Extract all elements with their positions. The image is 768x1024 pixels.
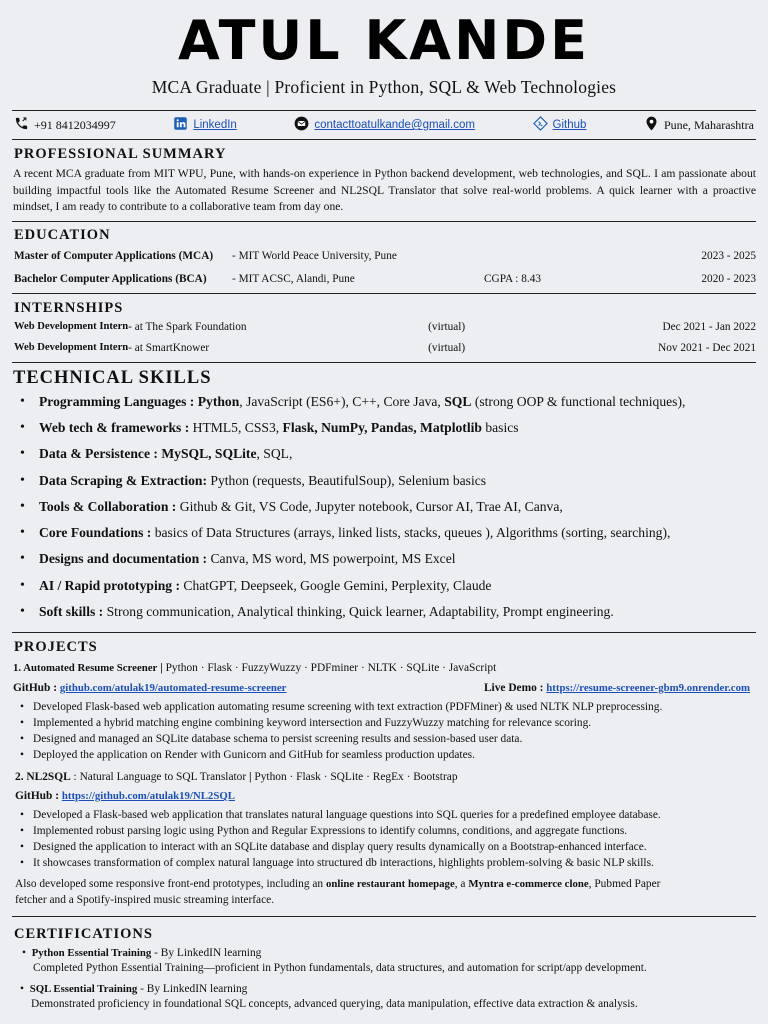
certifications-title: CERTIFICATIONS (14, 926, 153, 942)
dates: 2023 - 2025 (701, 250, 756, 262)
other-projects-line1: Also developed some responsive front-end prototypes, including an online restaurant homepage, a Myntra e-commerce clone, Pubmed Paper (15, 878, 661, 890)
skill-label: Data Scraping & Extraction: (39, 473, 211, 488)
contact-email[interactable] (294, 116, 475, 135)
education-title: EDUCATION (14, 227, 111, 243)
project-desc: : Natural Language to SQL Translator (70, 771, 250, 783)
separator: | (249, 771, 255, 783)
skill-bold: SQL (444, 394, 472, 409)
email-icon (294, 116, 309, 135)
role: Web Development Intern (14, 342, 129, 353)
dates: Dec 2021 - Jan 2022 (662, 321, 756, 333)
project-stack: Python · Flask · SQLite · RegEx · Bootstrap (254, 771, 458, 783)
cert-description: Demonstrated proficiency in foundational SQL concepts, advanced querying, data manipulation, effective data extraction & analysis. (31, 998, 638, 1010)
contact-bar (12, 110, 756, 140)
certification-item (22, 947, 261, 959)
school: - MIT ACSC, Alandi, Pune (232, 273, 355, 285)
skill-text: , SQL, (256, 446, 293, 461)
skill-text: basics (481, 420, 519, 435)
location-text: Pune, Maharashtra (663, 117, 754, 132)
divider (12, 293, 756, 294)
bullet: • (22, 947, 32, 959)
separator: | (157, 662, 166, 674)
divider (12, 362, 756, 363)
contact-phone[interactable] (14, 116, 116, 135)
cert-description: Completed Python Essential Training—proficient in Python fundamentals, data structures, and automation for script/app development. (33, 962, 647, 974)
skill-label: Web tech & frameworks : (39, 420, 193, 435)
project-1-header (13, 662, 496, 674)
project-1-demo (484, 682, 750, 694)
live-demo-link[interactable]: https://resume-screener-gbm9.onrender.com (546, 682, 750, 694)
school: - MIT World Peace University, Pune (232, 250, 397, 262)
skill-text: HTML5, CSS3, (192, 420, 283, 435)
cert-issuer: - By LinkedIN learning (137, 983, 248, 995)
education-extra: CGPA : 8.43 (484, 273, 542, 285)
github-link[interactable]: Github (552, 119, 587, 131)
cert-name: SQL Essential Training (29, 983, 138, 995)
skill-text: Canva, MS word, MS powerpoint, MS Excel (210, 551, 456, 566)
other-projects-line2: fetcher and a Spotify-inspired music streaming interface. (15, 894, 275, 906)
skill-label: Data & Persistence : (39, 446, 162, 461)
skill-bold: MySQL, SQLite (161, 446, 257, 461)
divider (12, 632, 756, 633)
skill-text: , JavaScript (ES6+), C++, Core Java, (239, 394, 445, 409)
skill-text: Github & Git, VS Code, Jupyter notebook, Cursor AI, Trae AI, Canva, (179, 499, 563, 514)
phone-number: +91 8412034997 (34, 117, 116, 132)
skill-bold: Flask, NumPy, Pandas, Matplotlib (282, 420, 482, 435)
demo-label: Live Demo : (483, 682, 547, 694)
divider (12, 916, 756, 917)
tagline: MCA Graduate | Proficient in Python, SQL & Web Technologies (151, 77, 617, 97)
work-mode: (virtual) (428, 342, 466, 354)
skills-title: TECHNICAL SKILLS (13, 368, 212, 388)
project-github-link[interactable]: github.com/atulak19/automated-resume-screener (59, 682, 287, 694)
organization: - at The Spark Foundation (128, 321, 247, 333)
divider (12, 221, 756, 222)
linkedin-link[interactable]: LinkedIn (193, 119, 237, 131)
phone-icon (14, 116, 29, 135)
candidate-name: ATUL KANDE (177, 9, 591, 72)
organization: - at SmartKnower (128, 342, 210, 354)
internship-row (14, 342, 756, 354)
contact-location (644, 116, 754, 135)
contact-linkedin[interactable] (173, 116, 236, 135)
skill-label: Soft skills : (39, 604, 107, 619)
skill-text: Strong communication, Analytical thinking, Quick learner, Adaptability, Prompt engineering. (106, 604, 614, 619)
degree: Master of Computer Applications (MCA) (14, 250, 214, 262)
github-icon (533, 116, 548, 135)
projects-title: PROJECTS (14, 639, 98, 655)
skill-text: ChatGPT, Deepseek, Google Gemini, Perplexity, Claude (183, 578, 492, 593)
skill-text: Python (requests, BeautifulSoup), Selenium basics (210, 473, 487, 488)
project-title: 1. Automated Resume Screener (13, 662, 158, 674)
project-title: 2. NL2SQL (15, 771, 71, 783)
project-stack: Python · Flask · FuzzyWuzzy · PDFminer · NLTK · SQLite · JavaScript (165, 662, 497, 674)
summary-text: A recent MCA graduate from MIT WPU, Pune, with hands-on experience in Python backend development, web technologies, and SQL. I am passionate about building impactful tools like the Automated Resume Screener and NL2SQL Translator that solve real-world problems. A quick learner with a proactive mindset, I am ready to contribute to a collaborative team from day one. (13, 167, 756, 213)
education-row (14, 273, 756, 285)
skill-label: Core Foundations : (39, 525, 155, 540)
internships-title: INTERNSHIPS (14, 300, 124, 316)
internship-row (14, 321, 756, 333)
skill-label: AI / Rapid prototyping : (39, 578, 184, 593)
skill-label: Tools & Collaboration : (39, 499, 180, 514)
summary-title: PROFESSIONAL SUMMARY (14, 146, 227, 162)
cert-issuer: - By LinkedIN learning (151, 947, 262, 959)
github-label: GitHub : (13, 682, 60, 694)
bullet: • (20, 983, 30, 995)
work-mode: (virtual) (428, 321, 466, 333)
skill-text: basics of Data Structures (arrays, linked lists, stacks, queues ), Algorithms (sorting, searching), (154, 525, 671, 540)
contact-github[interactable] (533, 116, 587, 135)
project-2-github (15, 790, 235, 802)
project-github-link[interactable]: https://github.com/atulak19/NL2SQL (61, 790, 235, 802)
github-label: GitHub : (15, 790, 62, 802)
skill-text: (strong OOP & functional techniques), (471, 394, 686, 409)
dates: 2020 - 2023 (701, 273, 756, 285)
skill-label: Designs and documentation : (39, 551, 211, 566)
location-pin-icon (644, 116, 659, 135)
skill-bold: Python (197, 394, 240, 409)
linkedin-icon (173, 116, 188, 135)
role: Web Development Intern (14, 321, 129, 332)
project-2-header (15, 771, 458, 783)
education-extra (482, 250, 682, 262)
cert-name: Python Essential Training (31, 947, 152, 959)
certification-item (20, 983, 247, 995)
dates: Nov 2021 - Dec 2021 (658, 342, 756, 354)
degree: Bachelor Computer Applications (BCA) (14, 273, 207, 285)
skill-label: Programming Languages : (39, 394, 198, 409)
email-link[interactable]: contacttoatulkande@gmail.com (314, 119, 475, 131)
project-1-github (13, 682, 286, 694)
education-row (14, 250, 756, 262)
